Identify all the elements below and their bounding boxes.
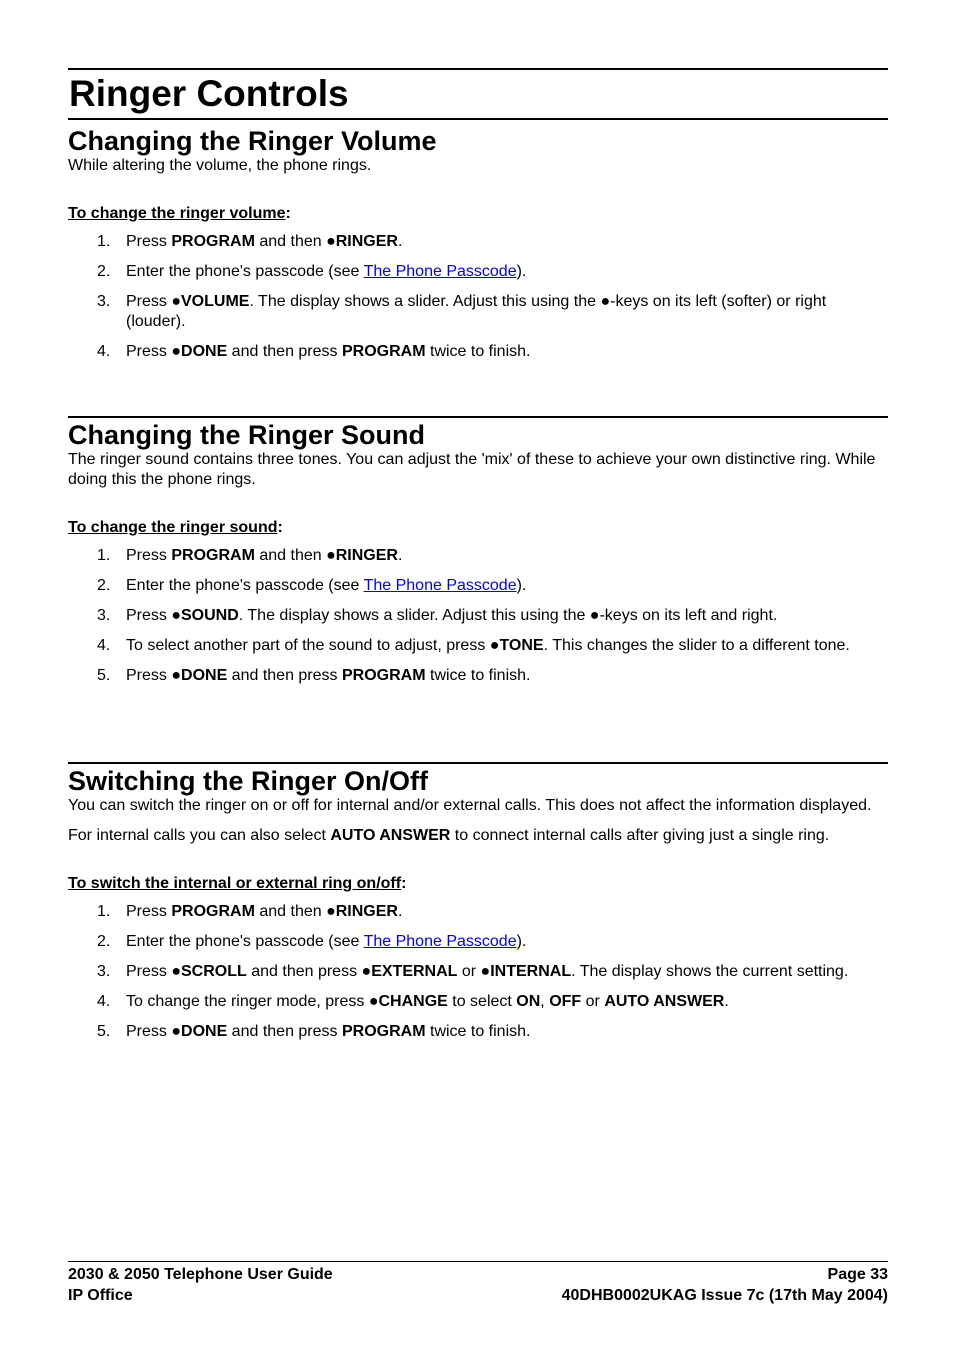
step-number: 3. (97, 963, 111, 980)
step-number: 2. (97, 933, 111, 950)
footer-page-number: Page 33 (827, 1266, 888, 1283)
bold-term: ●RINGER (326, 903, 398, 920)
bold-term: AUTO ANSWER (330, 827, 451, 844)
footer (68, 1261, 888, 1306)
procedure-heading-text: To switch the internal or external ring on/off (68, 875, 402, 892)
step-item (68, 262, 888, 282)
bold-term: PROGRAM (171, 547, 255, 564)
footer-guide-title: 2030 & 2050 Telephone User Guide (68, 1266, 333, 1283)
step-item (68, 636, 888, 656)
footer-issue: 40DHB0002UKAG Issue 7c (17th May 2004) (561, 1287, 888, 1304)
step-text: Press PROGRAM and then ●RINGER. (126, 903, 403, 920)
step-number: 1. (97, 903, 111, 920)
step-number: 3. (97, 293, 111, 310)
bold-term: PROGRAM (171, 233, 255, 250)
passcode-link[interactable]: The Phone Passcode (363, 263, 517, 280)
page-title: Ringer Controls (68, 70, 888, 120)
step-text: Press ●SCROLL and then press ●EXTERNAL or ●INTERNAL. The display shows the current setting. (126, 963, 849, 980)
bold-term: ●DONE (171, 343, 228, 360)
section-heading: Changing the Ringer Volume (68, 126, 437, 156)
step-item (68, 546, 888, 566)
step-list (68, 902, 888, 1042)
step-number: 1. (97, 233, 111, 250)
step-number: 3. (97, 607, 111, 624)
step-text: Enter the phone's passcode (see The Phone Passcode). (126, 577, 527, 594)
step-number: 2. (97, 263, 111, 280)
step-text: Press ●DONE and then press PROGRAM twice to finish. (126, 343, 531, 360)
step-number: 5. (97, 667, 111, 684)
bold-term: PROGRAM (341, 343, 426, 360)
bold-term: ●VOLUME (171, 293, 250, 310)
step-item (68, 292, 888, 332)
step-text: Enter the phone's passcode (see The Phone Passcode). (126, 933, 527, 950)
page (68, 68, 888, 120)
bold-term: ●INTERNAL (480, 963, 572, 980)
section-paragraph: The ringer sound contains three tones. You can adjust the 'mix' of these to achieve your own distinctive ring. While doing this the phone rings. (68, 451, 876, 488)
step-text: Press ●DONE and then press PROGRAM twice to finish. (126, 1023, 531, 1040)
step-number: 5. (97, 1023, 111, 1040)
step-number: 2. (97, 577, 111, 594)
step-item (68, 902, 888, 922)
passcode-link[interactable]: The Phone Passcode (363, 577, 517, 594)
section-ringer-sound (68, 416, 888, 696)
section-paragraph: For internal calls you can also select AUTO ANSWER to connect internal calls after giving just a single ring. (68, 827, 830, 844)
step-number: 4. (97, 637, 111, 654)
section-heading: Changing the Ringer Sound (68, 420, 425, 450)
passcode-link[interactable]: The Phone Passcode (363, 933, 517, 950)
step-item (68, 606, 888, 626)
bold-term: ●DONE (171, 667, 228, 684)
step-text: Enter the phone's passcode (see The Phone Passcode). (126, 263, 527, 280)
step-number: 4. (97, 343, 111, 360)
step-text: Press ●SOUND. The display shows a slider. Adjust this using the ●-keys on its left and right. (126, 607, 778, 624)
step-item (68, 932, 888, 952)
section-heading: Switching the Ringer On/Off (68, 766, 428, 796)
section-paragraph: You can switch the ringer on or off for internal and/or external calls. This does not affect the information displayed. (68, 797, 872, 814)
step-item (68, 962, 888, 982)
bold-term: OFF (549, 993, 582, 1010)
footer-product: IP Office (68, 1287, 133, 1304)
section-paragraph: While altering the volume, the phone rings. (68, 157, 372, 174)
procedure-heading: To switch the internal or external ring on/off: (68, 875, 407, 892)
step-item (68, 232, 888, 252)
step-text: Press ●VOLUME. The display shows a slider. Adjust this using the ●-keys on its left (softer) or right (louder). (126, 293, 827, 330)
step-number: 1. (97, 547, 111, 564)
step-text: To change the ringer mode, press ●CHANGE to select ON, OFF or AUTO ANSWER. (126, 993, 729, 1010)
step-number: 4. (97, 993, 111, 1010)
procedure-heading: To change the ringer sound: (68, 519, 283, 536)
bold-term: ●SOUND (171, 607, 239, 624)
step-text: Press ●DONE and then press PROGRAM twice to finish. (126, 667, 531, 684)
step-item (68, 342, 888, 362)
bold-term: ●CHANGE (368, 993, 448, 1010)
bold-term: ●EXTERNAL (361, 963, 458, 980)
bold-term: ●TONE (489, 637, 544, 654)
bold-term: ●RINGER (326, 547, 398, 564)
bold-term: AUTO ANSWER (604, 993, 725, 1010)
step-item (68, 576, 888, 596)
step-list (68, 546, 888, 686)
step-item (68, 666, 888, 686)
step-text: Press PROGRAM and then ●RINGER. (126, 233, 403, 250)
bold-term: PROGRAM (171, 903, 255, 920)
procedure-heading-text: To change the ringer volume (68, 205, 286, 222)
step-list (68, 232, 888, 362)
section-ringer-onoff (68, 762, 888, 1052)
bold-term: ●DONE (171, 1023, 228, 1040)
bold-term: ●RINGER (326, 233, 398, 250)
step-text: Press PROGRAM and then ●RINGER. (126, 547, 403, 564)
procedure-heading: To change the ringer volume: (68, 205, 291, 222)
section-ringer-volume (68, 124, 888, 372)
bold-term: ON (516, 993, 541, 1010)
bold-term: PROGRAM (341, 667, 426, 684)
bold-term: ●SCROLL (171, 963, 247, 980)
step-text: To select another part of the sound to adjust, press ●TONE. This changes the slider to a different tone. (126, 637, 850, 654)
bold-term: PROGRAM (341, 1023, 426, 1040)
procedure-heading-text: To change the ringer sound (68, 519, 278, 536)
step-item (68, 1022, 888, 1042)
step-item (68, 992, 888, 1012)
